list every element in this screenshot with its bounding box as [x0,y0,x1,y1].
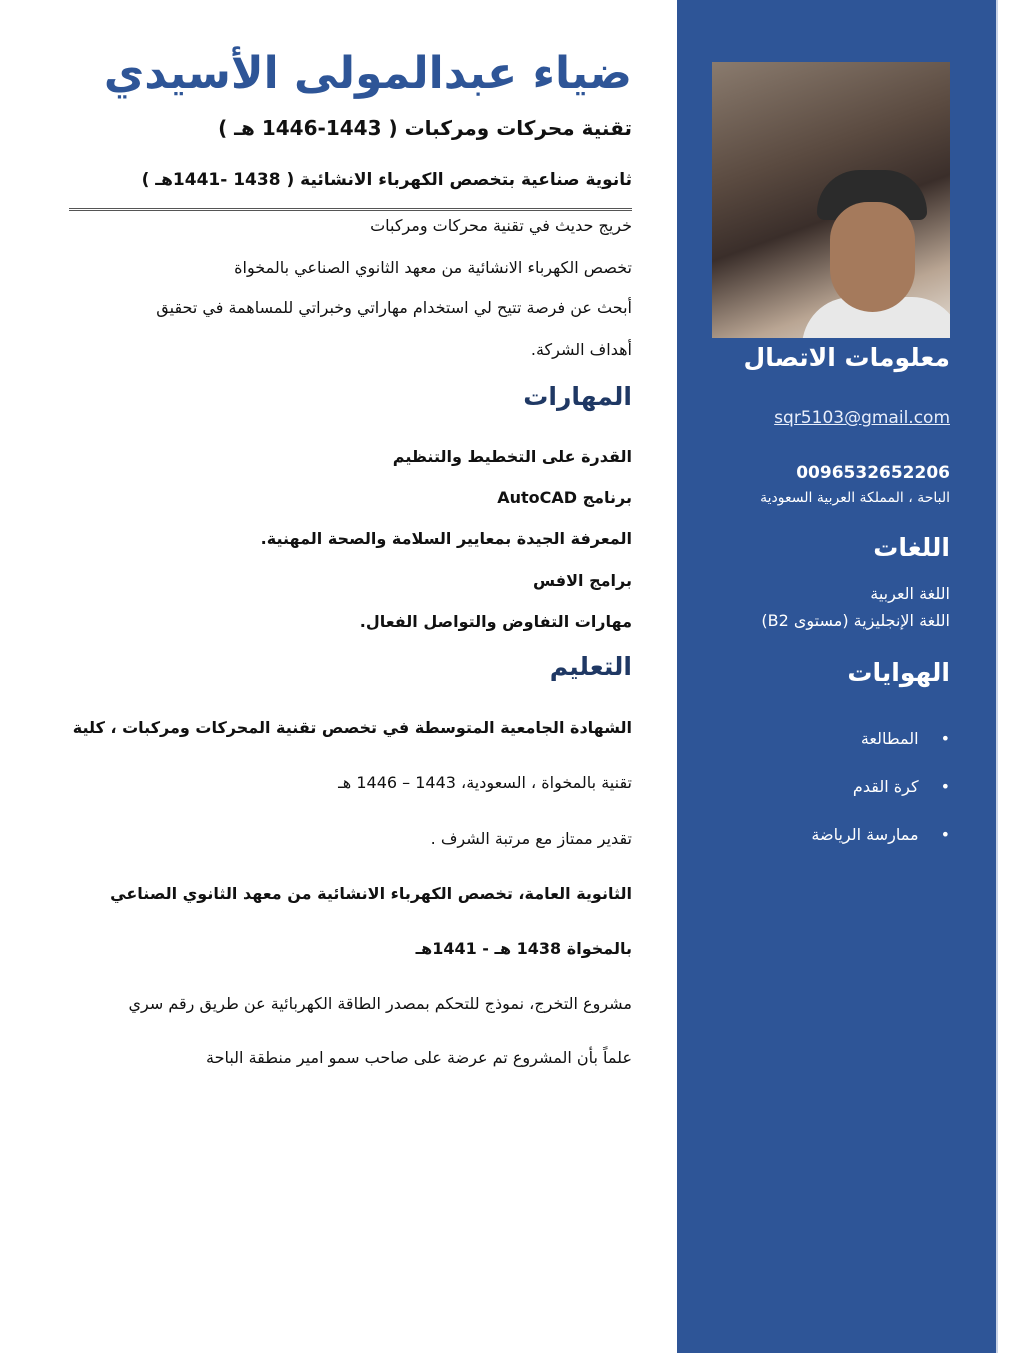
hobby-item: • ممارسة الرياضة [700,825,950,844]
skill-item: برنامج AutoCAD [497,488,632,507]
education-line: الشهادة الجامعية المتوسطة في تخصص تقنية المحركات ومركبات ، كلية [72,718,632,737]
hobby-item: • المطالعة [700,729,950,748]
divider [69,208,632,211]
summary-line: خريج حديث في تقنية محركات ومركبات [370,216,632,235]
skill-item: برامج الافس [533,571,632,590]
page-edge [996,0,998,1353]
summary-line: أبحث عن فرصة تتيح لي استخدام مهاراتي وخبراتي للمساهمة في تحقيق [156,298,632,317]
secondary-subtitle: ثانوية صناعية بتخصص الكهرباء الانشائية ( 1438 -1441هـ ) [141,170,632,190]
hobby-item: • كرة القدم [700,777,950,796]
education-line: بالمخواة 1438 هـ - 1441هـ [415,939,632,958]
skills-heading: المهارات [523,382,632,411]
education-line: مشروع التخرج، نموذج للتحكم بمصدر الطاقة الكهربائية عن طريق رقم سري [128,994,632,1013]
languages-heading: اللغات [873,533,950,562]
candidate-name: ضياء عبدالمولى الأسيدي [103,48,632,99]
location: الباحة ، المملكة العربية السعودية [760,490,950,506]
language-item: اللغة الإنجليزية (مستوى B2) [761,611,950,630]
profile-photo [712,62,950,338]
education-line: تقنية بالمخواة ، السعودية، 1443 – 1446 هـ [338,773,632,792]
summary-line: أهداف الشركة. [530,340,632,359]
language-item: اللغة العربية [870,584,950,603]
phone-number: 0096532652206 [796,463,950,483]
education-line: علماً بأن المشروع تم عرضة على صاحب سمو امير منطقة الباحة [205,1048,632,1067]
skill-item: المعرفة الجيدة بمعايير السلامة والصحة المهنية. [260,529,632,548]
education-line: الثانوية العامة، تخصص الكهرباء الانشائية من معهد الثانوي الصناعي [110,884,632,903]
skill-item: القدرة على التخطيط والتنظيم [392,447,632,466]
contact-heading: معلومات الاتصال [743,343,950,372]
hobbies-heading: الهوايات [847,658,950,687]
email-link[interactable]: sqr5103@gmail.com [774,408,950,428]
education-heading: التعليم [549,652,632,681]
summary-line: تخصص الكهرباء الانشائية من معهد الثانوي الصناعي بالمخواة [234,258,632,277]
education-line: تقدير ممتاز مع مرتبة الشرف . [430,829,632,848]
degree-subtitle: تقنية محركات ومركبات ( 1443-1446 هـ ) [218,116,632,140]
skill-item: مهارات التفاوض والتواصل الفعال. [359,612,632,631]
